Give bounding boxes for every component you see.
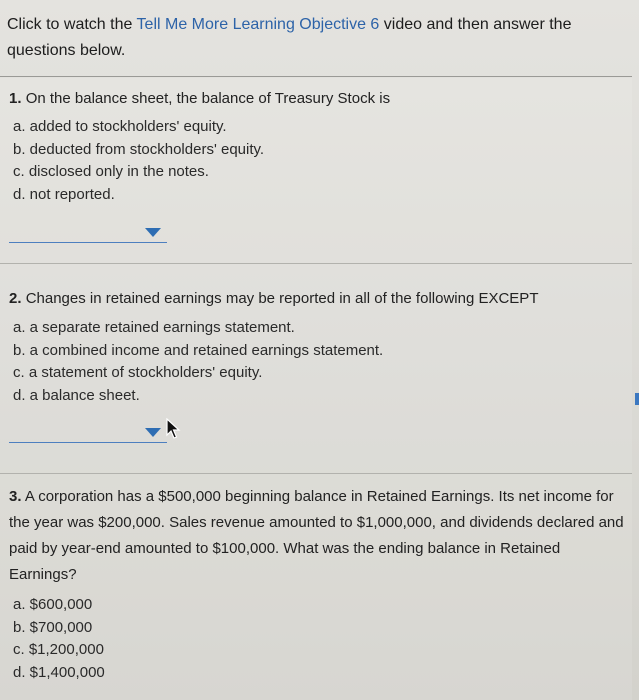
answer-dropdown-2[interactable] xyxy=(9,422,167,443)
option-1b: b. deducted from stockholders' equity. xyxy=(13,140,265,158)
question-3-text xyxy=(9,484,624,588)
question-1-prompt: On the balance sheet, the balance of Treasury Stock is xyxy=(25,90,391,107)
question-3-prompt: A corporation has a $500,000 beginning balance in Retained Earnings. Its net income for the year was $200,000. Sales revenue amounted to $1,000,000, and dividends declared and paid by year-end amounted to $100,000. What was the ending balance in Retained Earnings? xyxy=(9,488,624,583)
option-2a: a. a separate retained earnings statement. xyxy=(13,319,295,336)
question-3-options xyxy=(13,594,105,684)
answer-dropdown-1[interactable] xyxy=(9,222,167,243)
question-1-options xyxy=(13,116,264,206)
option-3a: a. $600,000 xyxy=(13,596,93,613)
instructions-text xyxy=(7,12,631,64)
question-2-options xyxy=(13,317,383,407)
instructions-prefix: Click to watch the xyxy=(7,16,137,33)
question-block-2 xyxy=(0,264,632,474)
question-2-text xyxy=(9,286,624,312)
question-2-number: 2. xyxy=(9,290,22,307)
question-1-text xyxy=(9,86,624,112)
divider xyxy=(0,76,632,77)
option-3b: b. $700,000 xyxy=(13,618,93,636)
option-1d: d. not reported. xyxy=(13,185,115,203)
option-1a: a. added to stockholders' equity. xyxy=(13,118,227,135)
video-link[interactable]: Tell Me More Learning Objective 6 xyxy=(136,16,380,33)
option-3d: d. $1,400,000 xyxy=(13,663,105,681)
option-2b: b. a combined income and retained earnings statement. xyxy=(13,341,384,359)
option-3c: c. $1,200,000 xyxy=(13,641,104,658)
question-block-1 xyxy=(0,78,632,264)
question-1-number: 1. xyxy=(9,90,22,107)
option-1c: c. disclosed only in the notes. xyxy=(13,163,209,180)
question-3-number: 3. xyxy=(9,488,22,505)
question-2-prompt: Changes in retained earnings may be reported in all of the following EXCEPT xyxy=(25,290,539,307)
option-2c: c. a statement of stockholders' equity. xyxy=(13,364,263,381)
scrollbar-indicator[interactable] xyxy=(635,393,639,405)
dropdown-arrow-icon xyxy=(145,228,161,237)
dropdown-arrow-icon xyxy=(145,428,161,437)
question-block-3 xyxy=(0,474,632,700)
instructions-suffix: video and then answer the questions below. xyxy=(7,16,572,59)
option-2d: d. a balance sheet. xyxy=(13,386,140,404)
mouse-pointer-icon xyxy=(166,418,182,440)
